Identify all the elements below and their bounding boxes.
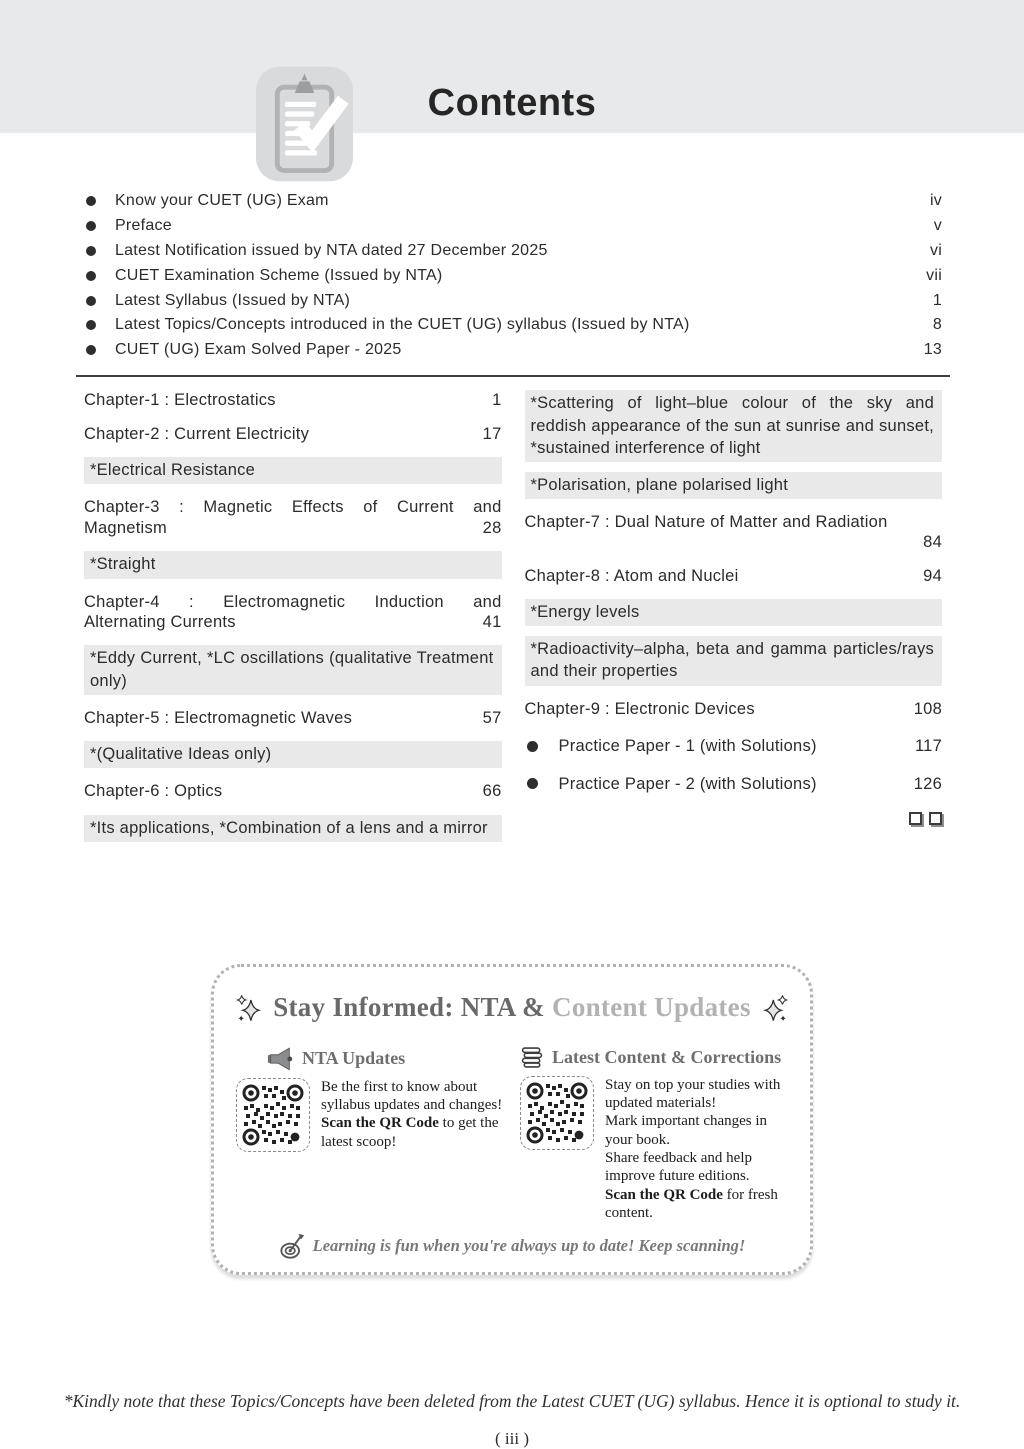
content-updates-text: Stay on top your studies with updated materials! Mark important changes in your book. Share feedback and help improve future editions. Scan the QR Code for fresh content. — [605, 1076, 781, 1221]
item-page: 8 — [932, 316, 942, 334]
item-label: CUET (UG) Exam Solved Paper - 2025 — [115, 341, 402, 359]
box-title-dark: Stay Informed: NTA & — [273, 992, 545, 1023]
divider-rule — [76, 375, 950, 377]
chapter-entry — [84, 708, 502, 728]
bullet-icon — [86, 221, 96, 231]
deleted-topics-footnote: *Kindly note that these Topics/Concepts have been deleted from the Latest CUET (UG) syllabus. Hence it is optional to study it. — [63, 1391, 961, 1412]
item-page: 1 — [932, 291, 942, 309]
toc-column-left — [84, 383, 502, 851]
deleted-topic: *Energy levels — [525, 599, 943, 626]
chapter-title: Chapter-6 : Optics — [84, 782, 223, 801]
page-title: Contents — [427, 82, 597, 124]
stay-informed-box — [211, 964, 813, 1275]
chapter-title-cont: Alternating Currents — [84, 612, 236, 631]
item-page: 13 — [923, 341, 942, 359]
item-label: CUET Examination Scheme (Issued by NTA) — [115, 266, 443, 284]
chapter-page: 1 — [492, 391, 502, 410]
item-page: iv — [929, 192, 942, 210]
front-matter-item — [86, 239, 942, 264]
chapter-entry — [84, 781, 502, 801]
item-label: Practice Paper - 2 (with Solutions) — [558, 774, 817, 793]
bullet-icon — [86, 345, 96, 355]
chapter-title: Chapter-4 : Electromagnetic Induction and — [84, 592, 502, 611]
nta-updates-text: Be the first to know about syllabus updates and changes! Scan the QR Code to get the latest scoop! — [321, 1078, 503, 1150]
chapter-title: Chapter-3 : Magnetic Effects of Current and — [84, 498, 502, 517]
item-label: Know your CUET (UG) Exam — [115, 192, 329, 210]
chapter-title: Chapter-5 : Electromagnetic Waves — [84, 708, 353, 727]
table-of-contents — [84, 383, 942, 851]
bullet-icon — [527, 778, 538, 789]
chapter-title: Chapter-7 : Dual Nature of Matter and Radiation — [524, 512, 888, 531]
item-page: v — [933, 217, 942, 235]
item-label: Practice Paper - 1 (with Solutions) — [558, 737, 817, 756]
deleted-topic: *(Qualitative Ideas only) — [84, 741, 502, 768]
item-page: 117 — [914, 737, 942, 756]
toc-column-right — [525, 383, 943, 851]
chapter-page: 66 — [482, 782, 502, 801]
chapter-entry — [84, 424, 502, 444]
deleted-topic: *Electrical Resistance — [84, 457, 502, 484]
chapter-title: Chapter-9 : Electronic Devices — [524, 699, 755, 718]
chapter-page: 17 — [482, 424, 502, 443]
box-footer: Learning is fun when you're always up to date! Keep scanning! — [236, 1232, 788, 1260]
deleted-topic: *Radioactivity–alpha, beta and gamma particles/rays and their properties — [525, 636, 943, 685]
deleted-topic: *Its applications, *Combination of a lens and a mirror — [84, 815, 502, 842]
bullet-icon — [86, 196, 96, 206]
front-matter-item — [86, 338, 942, 363]
item-label: Latest Notification issued by NTA dated 27 December 2025 — [115, 241, 548, 259]
content-updates-section — [520, 1046, 788, 1222]
deleted-topic: *Scattering of light–blue colour of the sky and reddish appearance of the sun at sunrise and sunset, *sustained interference of light — [525, 390, 943, 461]
page-header — [0, 0, 1024, 133]
page-number: ( iii ) — [495, 1429, 529, 1449]
deleted-topic: *Straight — [84, 551, 502, 578]
chapter-entry — [84, 497, 502, 538]
box-title-light: Content Updates — [552, 992, 751, 1023]
dart-target-icon — [279, 1232, 307, 1260]
chapter-title: Chapter-2 : Current Electricity — [84, 424, 310, 443]
end-of-contents-icon — [525, 811, 943, 830]
box-title-row — [236, 983, 788, 1033]
nta-updates-section — [236, 1046, 504, 1222]
nta-updates-heading: NTA Updates — [266, 1046, 504, 1071]
deleted-topic: *Polarisation, plane polarised light — [525, 472, 943, 499]
item-page: 126 — [913, 774, 942, 793]
front-matter-item — [86, 263, 942, 288]
chapter-page: 84 — [923, 533, 942, 552]
chapter-entry — [525, 512, 943, 553]
practice-paper-item — [525, 736, 943, 756]
bullet-icon — [527, 741, 538, 752]
chapter-title: Chapter-1 : Electrostatics — [84, 391, 276, 410]
chapter-page: 57 — [482, 708, 502, 727]
item-label: Preface — [115, 217, 172, 235]
qr-code-content — [520, 1076, 594, 1150]
item-page: vii — [926, 266, 942, 284]
deleted-topic: *Eddy Current, *LC oscillations (qualitative Treatment only) — [84, 645, 502, 694]
bullet-icon — [86, 296, 96, 306]
sparkle-right-icon — [763, 983, 788, 1033]
practice-paper-item — [525, 774, 943, 794]
front-matter-item — [86, 189, 942, 214]
megaphone-icon — [266, 1046, 294, 1071]
item-label: Latest Topics/Concepts introduced in the CUET (UG) syllabus (Issued by NTA) — [115, 316, 690, 334]
chapter-entry — [525, 566, 943, 586]
front-matter-item — [86, 288, 942, 313]
sparkle-left-icon — [236, 983, 261, 1033]
front-matter-list — [86, 189, 942, 362]
front-matter-item — [86, 313, 942, 338]
item-label: Latest Syllabus (Issued by NTA) — [115, 291, 351, 309]
chapter-entry — [84, 390, 502, 410]
chapter-page: 41 — [482, 612, 502, 631]
chapter-title: Chapter-8 : Atom and Nuclei — [524, 566, 739, 585]
bullet-icon — [86, 246, 96, 256]
bullet-icon — [86, 320, 96, 330]
chapter-page: 28 — [482, 518, 502, 537]
chapter-entry — [525, 699, 943, 719]
item-page: vi — [929, 241, 942, 259]
chapter-title-cont: Magnetism — [84, 518, 167, 537]
chapter-entry — [84, 592, 502, 633]
content-updates-heading: Latest Content & Corrections — [520, 1046, 788, 1069]
chapter-page: 108 — [913, 699, 942, 718]
front-matter-item — [86, 214, 942, 239]
book-stack-icon — [520, 1046, 544, 1069]
chapter-page: 94 — [923, 566, 942, 585]
qr-code-nta — [236, 1078, 310, 1152]
bullet-icon — [86, 271, 96, 281]
